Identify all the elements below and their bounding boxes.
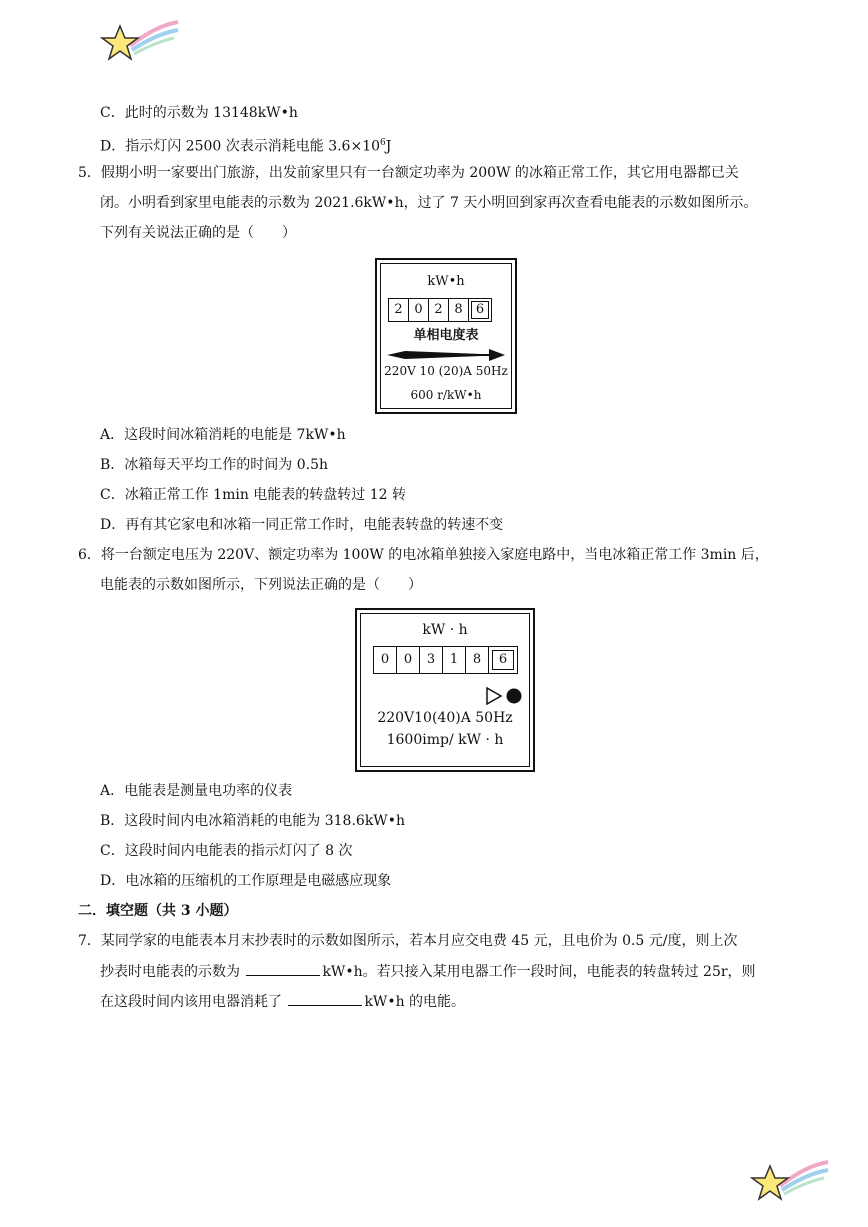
- q6-stem-line1: 6．将一台额定电压为 220V、额定功率为 100W 的电冰箱单独接入家庭电路中，当电冰箱正常工作 3min 后，: [78, 547, 769, 563]
- q5-meter-digits: [388, 298, 492, 322]
- q5-meter-spec2: 600 r/kW•h: [410, 388, 482, 402]
- shooting-star-icon-bottom: [750, 1158, 830, 1204]
- q6-meter-unit: kW · h: [422, 622, 468, 638]
- q5-stem-line1: 5．假期小明一家要出门旅游，出发前家里只有一台额定功率为 200W 的冰箱正常工作，其它用电器都已关: [78, 165, 739, 181]
- q5-meter-unit: kW•h: [427, 274, 465, 289]
- q5-meter-spec1: 220V 10 (20)A 50Hz: [384, 364, 508, 378]
- q7-stem-line3: 在这段时间内该用电器消耗了 kW•h 的电能。: [100, 991, 465, 1012]
- q4-option-c: C．此时的示数为 13148kW•h: [100, 105, 298, 121]
- shooting-star-icon-top: [100, 18, 180, 64]
- q5-stem-line3: 下列有关说法正确的是（ ）: [100, 225, 296, 241]
- q7-blank-1[interactable]: [246, 961, 320, 976]
- q6-digit-decimal: 6: [489, 647, 517, 673]
- q5-option-c: C．冰箱正常工作 1min 电能表的转盘转过 12 转: [100, 487, 407, 503]
- q5-option-a: A．这段时间冰箱消耗的电能是 7kW•h: [100, 427, 346, 443]
- q6-digit: 8: [466, 647, 489, 673]
- q6-digit: 0: [397, 647, 420, 673]
- q7-stem-line1: 7．某同学家的电能表本月末抄表时的示数如图所示，若本月应交电费 45 元，且电价为 0.5 元/度，则上次: [78, 933, 738, 949]
- q7-stem-line2: 抄表时电能表的示数为 kW•h。若只接入某用电器工作一段时间，电能表的转盘转过 25r，则: [100, 961, 756, 982]
- q6-meter-figure: [355, 608, 535, 772]
- q5-meter-name: 单相电度表: [413, 328, 479, 343]
- q6-digit: 0: [374, 647, 397, 673]
- q6-stem-line2: 电能表的示数如图所示，下列说法正确的是（ ）: [100, 577, 422, 593]
- q7-blank-2[interactable]: [288, 991, 362, 1006]
- indicator-triangle-icon: [485, 686, 503, 706]
- q5-digit: 8: [449, 299, 469, 321]
- q5-digit: 0: [409, 299, 429, 321]
- q6-option-d: D．电冰箱的压缩机的工作原理是电磁感应现象: [100, 873, 392, 889]
- q5-option-b: B．冰箱每天平均工作的时间为 0.5h: [100, 457, 329, 473]
- q5-stem-line2: 闭。小明看到家里电能表的示数为 2021.6kW•h，过了 7 天小明回到家再次查看电能表的示数如图所示。: [100, 195, 758, 211]
- q6-option-c: C．这段时间内电能表的指示灯闪了 8 次: [100, 843, 353, 859]
- q5-digit: 2: [429, 299, 449, 321]
- q6-option-b: B．这段时间内电冰箱消耗的电能为 318.6kW•h: [100, 813, 405, 829]
- indicator-light-icon: [505, 687, 523, 705]
- q5-meter-figure: [375, 258, 517, 414]
- section-title-fill-blank: 二．填空题（共 3 小题）: [78, 903, 238, 919]
- q6-option-a: A．电能表是测量电功率的仪表: [100, 783, 293, 799]
- q4-option-d: D．指示灯闪 2500 次表示消耗电能 $3.6\times 10^6J$: [100, 138, 392, 155]
- q6-meter-digits: [373, 646, 518, 674]
- q5-digit-decimal: 6: [469, 299, 491, 321]
- q6-digit: 1: [443, 647, 466, 673]
- q5-option-d: D．再有其它家电和冰箱一同正常工作时，电能表转盘的转速不变: [100, 517, 504, 533]
- q6-meter-spec1: 220V10(40)A 50Hz: [377, 710, 513, 726]
- meter-arrow-icon: [385, 348, 507, 362]
- q6-digit: 3: [420, 647, 443, 673]
- q6-meter-spec2: 1600imp/ kW · h: [386, 732, 504, 748]
- q5-digit: 2: [389, 299, 409, 321]
